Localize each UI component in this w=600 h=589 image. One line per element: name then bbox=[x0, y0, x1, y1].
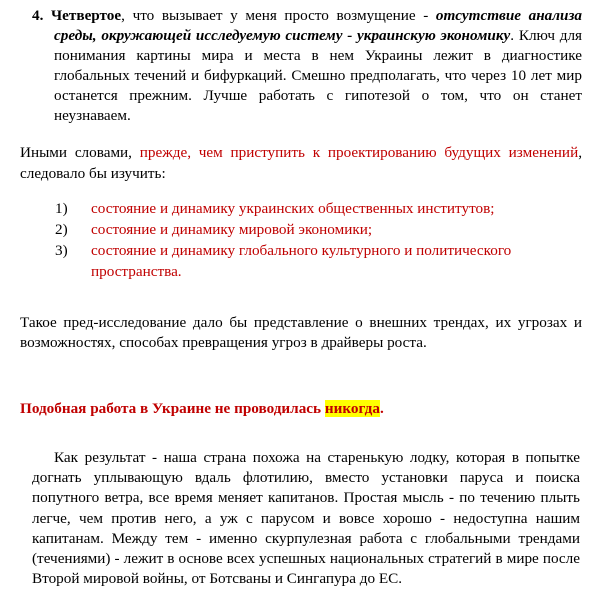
list-item bbox=[55, 199, 582, 220]
paragraph-text-part2: . Ключ для понимания картины мира и места в нем Украины лежит в диагностике глобальных течений и бифуркаций. Смешно предполагать, что через 10 лет мир останется прежним. Лучше работать с гипотезой о том, что он станет неузнаваем. bbox=[54, 27, 583, 125]
paragraph-four bbox=[32, 6, 582, 126]
spacer-4 bbox=[10, 369, 590, 385]
list-item bbox=[55, 220, 582, 241]
list-item bbox=[55, 241, 582, 283]
notice-highlighted-word: никогда bbox=[324, 399, 380, 417]
paragraph-text-part1: , что вызывает у меня просто возмущение - bbox=[121, 7, 436, 24]
list-item-number: 3) bbox=[55, 241, 68, 259]
spacer-3 bbox=[10, 283, 590, 298]
paragraph-lead-bold: Четвертое bbox=[51, 7, 122, 24]
intro-text-before: Иными словами, bbox=[20, 144, 140, 162]
paragraph-pre-research: Такое пред-исследование дало бы представление о внешних трендах, их угрозах и возможностях, способах превращения угроз в драйверы роста. bbox=[20, 313, 582, 352]
paragraph-number: 4. bbox=[32, 7, 44, 24]
list-item-label: состояние и динамику украинских общественных институтов; bbox=[91, 199, 495, 217]
notice-text-after: . bbox=[379, 399, 384, 417]
notice-line bbox=[20, 400, 590, 418]
numbered-list bbox=[10, 199, 590, 283]
intro-text-red: прежде, чем приступить к проектированию будущих изменений bbox=[139, 144, 579, 162]
paragraph-emphasis: отсутствие анализа среды, окружающей исследуемую систему - украинскую экономику bbox=[54, 7, 583, 45]
paragraph-result: Как результат - наша страна похожа на старенькую лодку, которая в попытке догнать уплывающую вдаль флотилию, вместо установки паруса и поиска попутного ветра, все время меняет капитанов. Простая мысль - по течению плыть легче, чем против него, а уж с парусом и вовсе хорошо - недоступна нашим капитанам. Между тем - именно скурпулезная работа с глобальными трендами (течениями) - лежит в основе всех успешных национальных стратегий в мире после Второй мировой войны, от Ботсваны и Сингапура до ЕС. bbox=[32, 448, 580, 588]
spacer-5 bbox=[10, 433, 590, 448]
list-item-number: 1) bbox=[55, 199, 68, 217]
list-item-label: состояние и динамику мировой экономики; bbox=[91, 220, 373, 238]
intro-text-after: , следовало бы изучить: bbox=[20, 144, 582, 182]
spacer-2 bbox=[10, 184, 590, 199]
paragraph-intro bbox=[20, 143, 582, 183]
notice-text-before: Подобная работа в Украине не проводилась bbox=[20, 399, 325, 417]
spacer-1 bbox=[10, 126, 590, 143]
list-item-label: состояние и динамику глобального культурного и политического пространства. bbox=[91, 241, 512, 280]
list-item-number: 2) bbox=[55, 220, 68, 238]
